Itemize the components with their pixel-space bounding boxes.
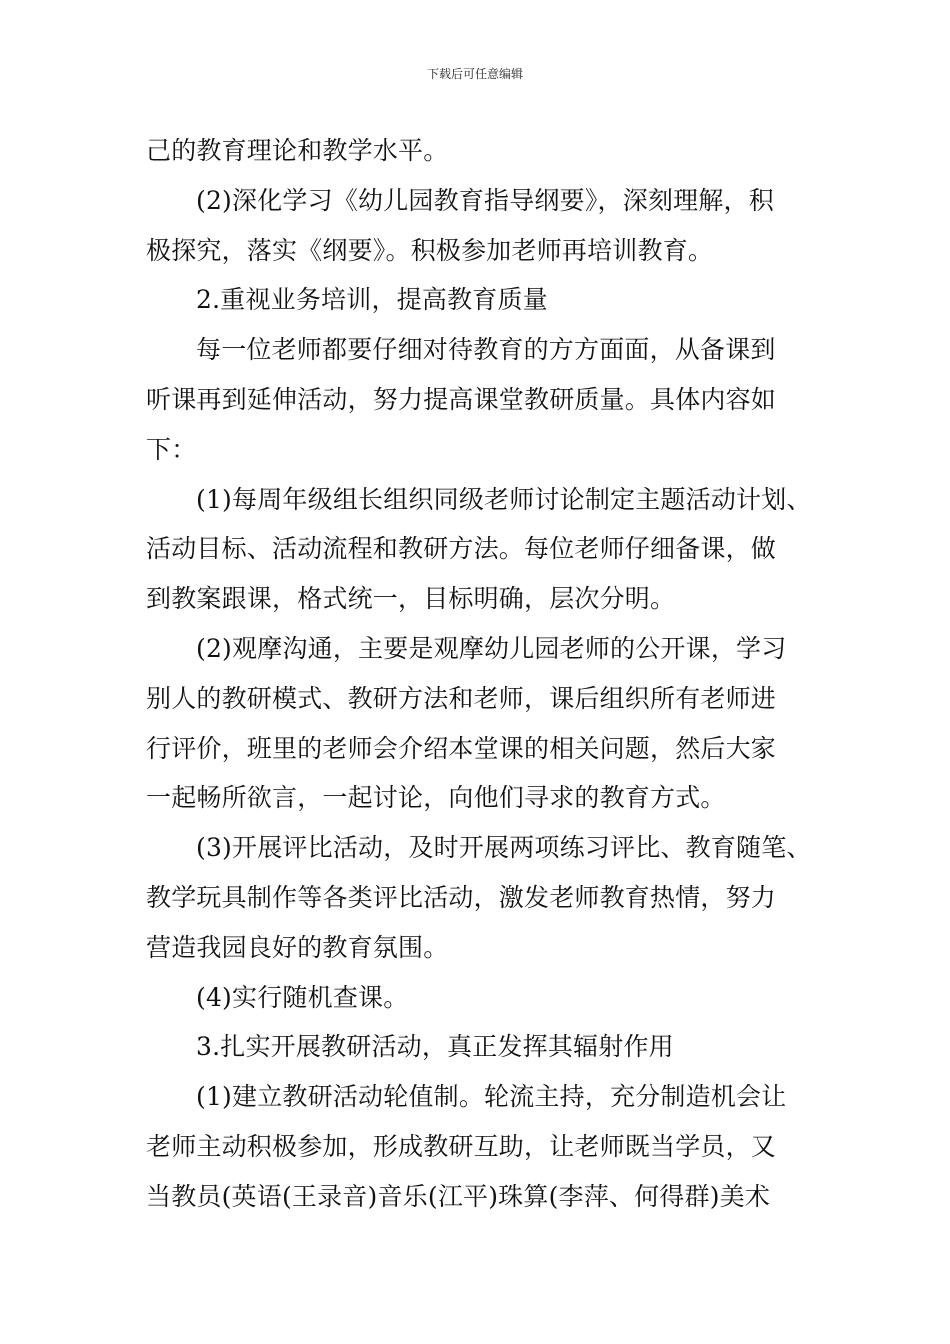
text-line: (2)观摩沟通，主要是观摩幼儿园老师的公开课，学习 — [196, 633, 787, 663]
text-line: 己的教育理论和教学水平。 — [146, 136, 449, 165]
text-line: 听课再到延伸活动，努力提高课堂教研质量。具体内容如 — [146, 384, 777, 414]
text-line: 2.重视业务培训，提高教育质量 — [196, 285, 548, 315]
text-line: (1)建立教研活动轮值制。轮流主持，充分制造机会让 — [196, 1082, 787, 1112]
text-line: (1)每周年级组长组织同级老师讨论制定主题活动计划、 — [196, 484, 812, 514]
text-line: 到教案跟课，格式统一，目标明确，层次分明。 — [146, 584, 676, 614]
text-line: 当教员(英语(王录音)音乐(江平)珠算(李萍、何得群)美术 — [146, 1181, 771, 1211]
text-line: 老师主动积极参加，形成教研互助，让老师既当学员，又 — [146, 1131, 777, 1161]
text-line: (2)深化学习《幼儿园教育指导纲要》，深刻理解，积 — [196, 185, 774, 215]
text-line: 营造我园良好的教育氛围。 — [146, 932, 449, 962]
text-line: 极探究，落实《纲要》。积极参加老师再培训教育。 — [146, 235, 714, 265]
text-line: (3)开展评比活动，及时开展两项练习评比、教育随笔、 — [196, 833, 812, 863]
text-line: 下： — [146, 434, 197, 464]
page-header: 下载后可任意编辑 — [426, 67, 523, 81]
text-line: (4)实行随机查课。 — [196, 982, 409, 1012]
document-body — [146, 126, 812, 1222]
text-line: 3.扎实开展教研活动，真正发挥其辐射作用 — [196, 1032, 674, 1062]
text-line: 别人的教研模式、教研方法和老师，课后组织所有老师进 — [146, 683, 777, 713]
text-line: 教学玩具制作等各类评比活动，激发老师教育热情，努力 — [146, 882, 777, 912]
text-line: 活动目标、活动流程和教研方法。每位老师仔细备课，做 — [146, 534, 777, 564]
text-line: 行评价，班里的老师会介绍本堂课的相关问题，然后大家 — [146, 733, 777, 763]
text-line: 一起畅所欲言，一起讨论，向他们寻求的教育方式。 — [146, 783, 726, 813]
text-line: 每一位老师都要仔细对待教育的方方面面，从备课到 — [196, 335, 776, 365]
